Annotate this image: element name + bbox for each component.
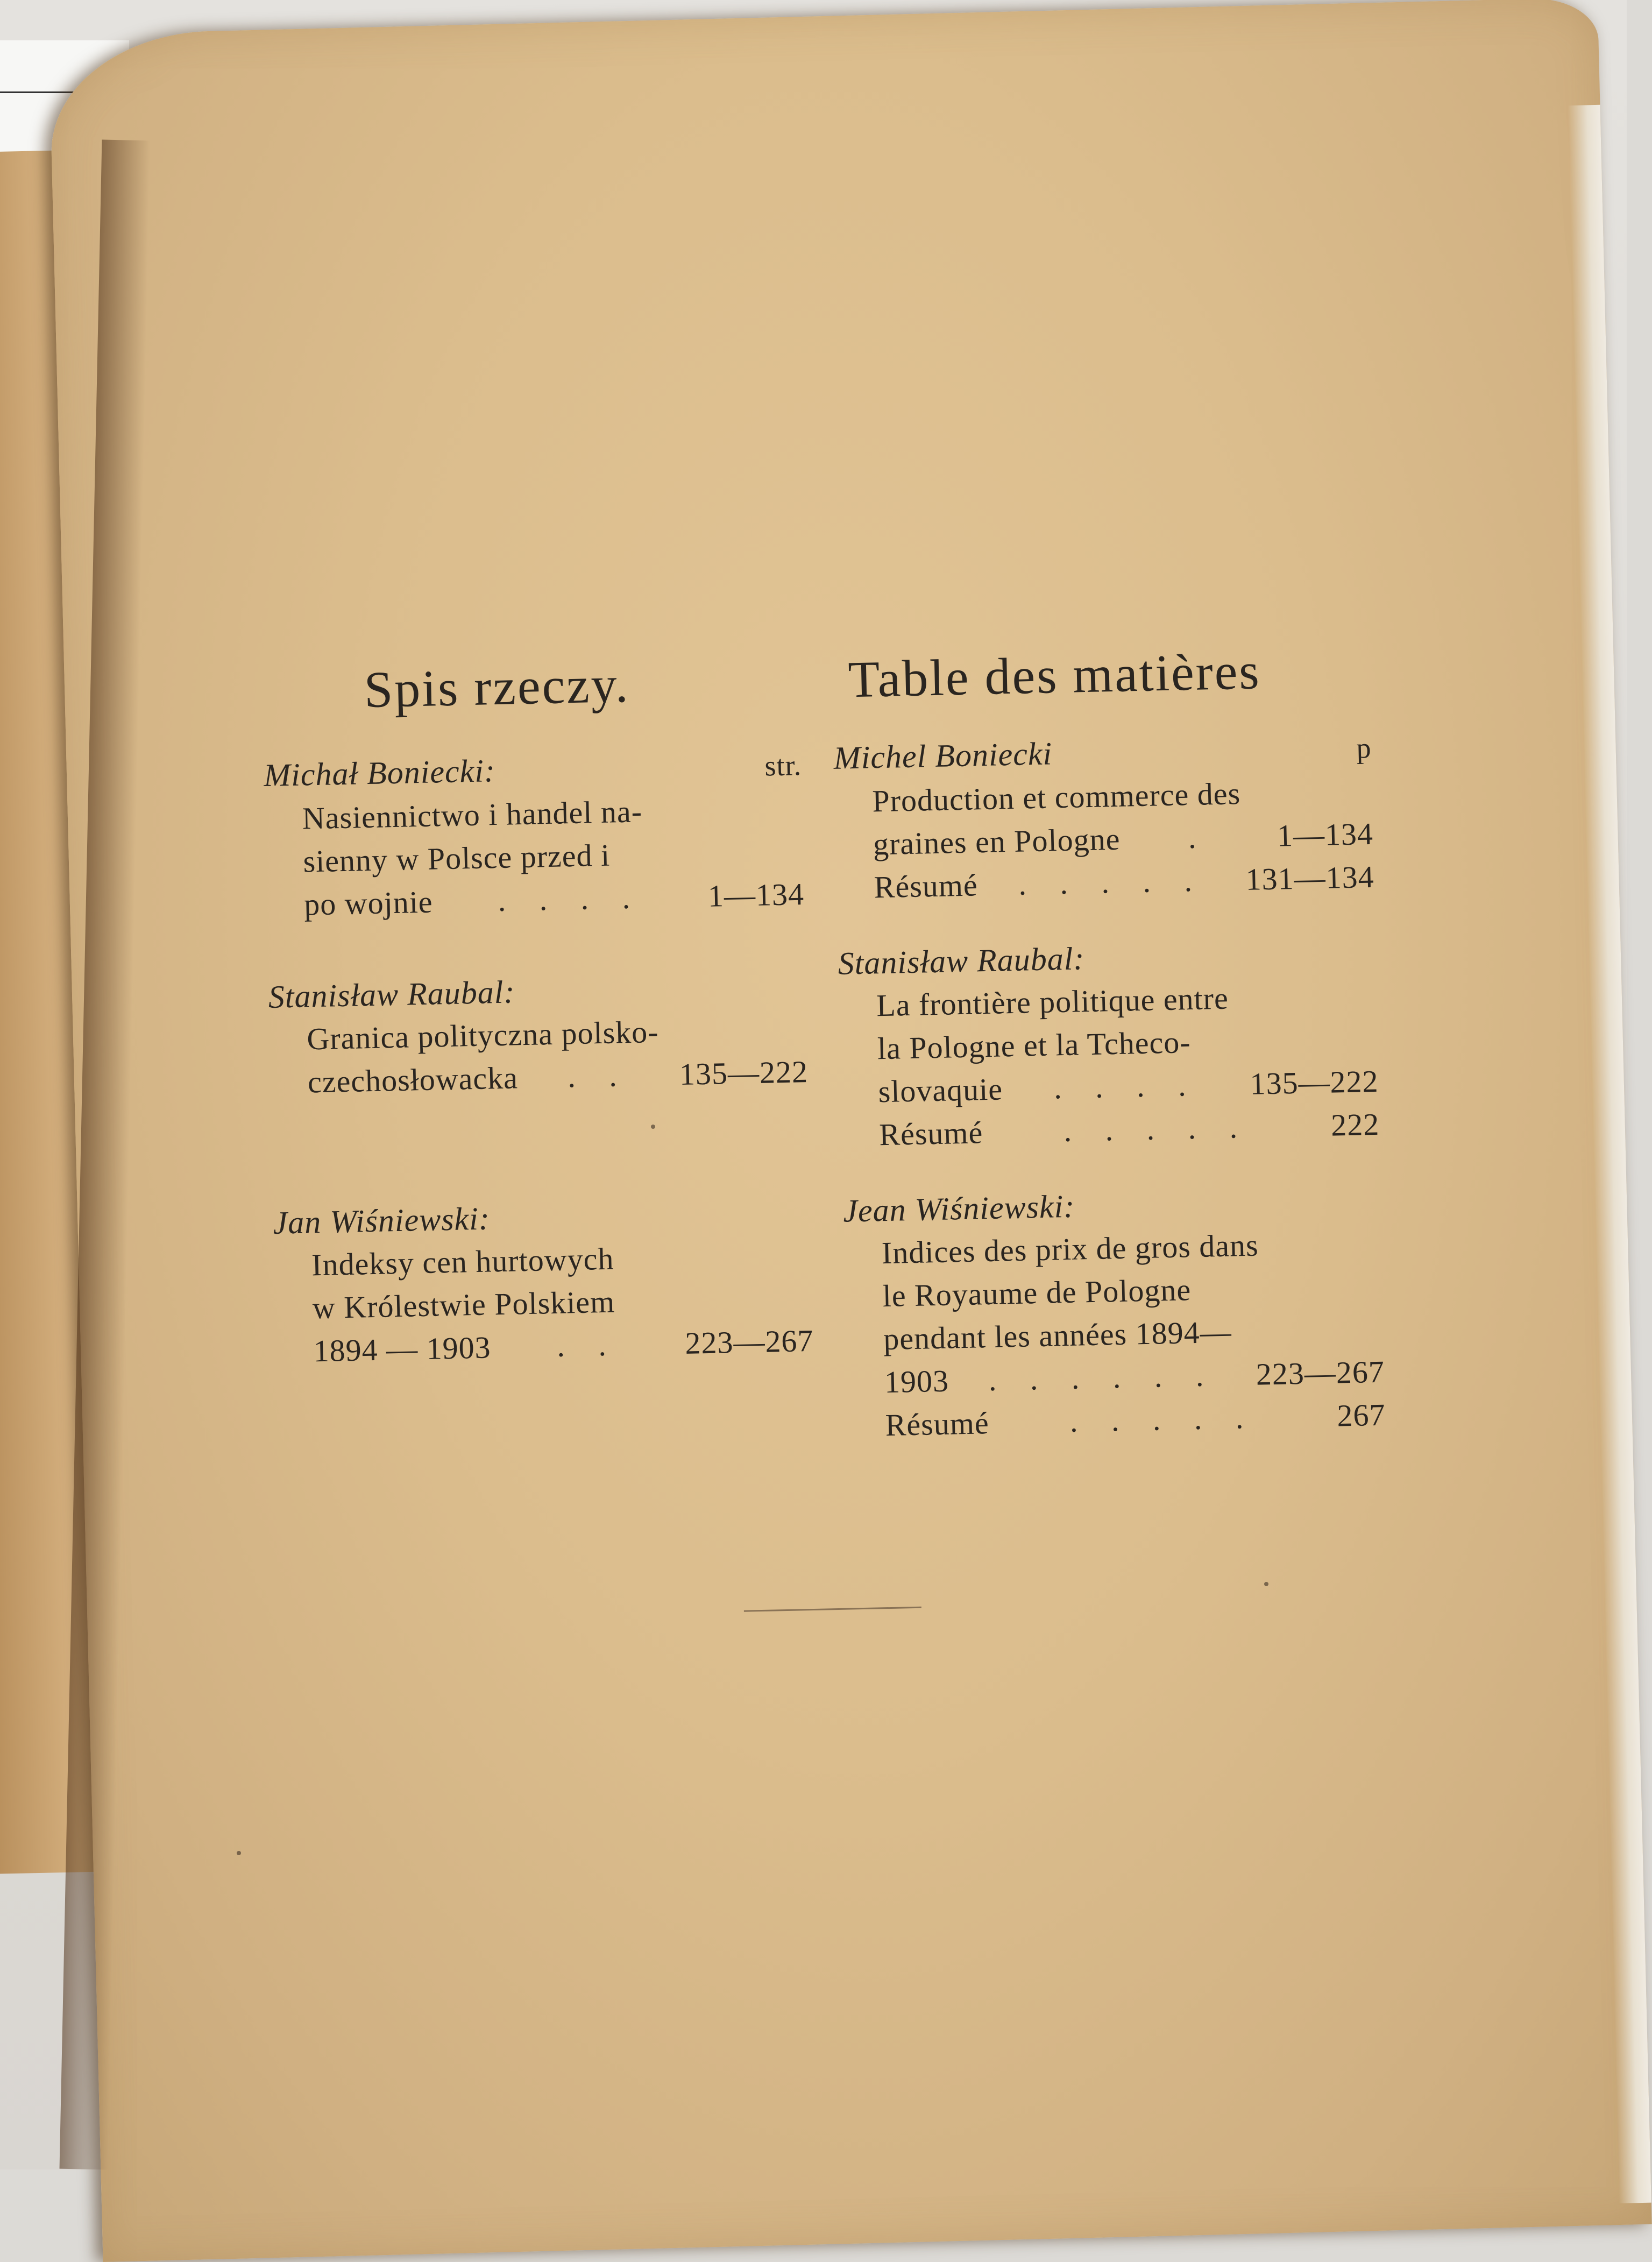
resume-label: Résumé [885,1405,990,1443]
author-name: Michel Boniecki [833,736,1053,776]
page-range: 267 [1336,1397,1386,1433]
leader-dots: . . . . [497,880,643,918]
french-entry-wisniewski [843,1178,1386,1448]
author-name: Michał Boniecki: [263,753,496,794]
french-entry-raubal [838,931,1380,1157]
polish-entry-boniecki [263,743,805,927]
title-line: le Royaume de Pologne [882,1272,1192,1314]
title-line: Indices des prix de gros dans [881,1227,1259,1271]
page-column-label: p [1356,731,1372,765]
title-text: czechosłowacka [307,1060,519,1100]
title-text: 1894 — 1903 [313,1330,492,1369]
page-range: 223—267 [1256,1354,1385,1392]
title-line: Indeksy cen hurtowych [311,1241,614,1283]
leader-dots: . . . . . [1018,863,1206,902]
page-range: 135—222 [1249,1063,1379,1101]
page-range: 135—222 [679,1054,809,1092]
title-line: Granica polityczna polsko- [306,1014,660,1057]
paper-speck [651,1125,655,1129]
paper-speck [237,1851,241,1855]
page-range: 131—134 [1245,859,1375,897]
french-heading: Table des matières [847,642,1261,709]
leader-dots: . . [556,1327,620,1363]
polish-heading: Spis rzeczy. [363,655,630,719]
page-range: 1—134 [1277,816,1374,853]
polish-entry-raubal [268,964,809,1105]
closing-rule [744,1607,921,1612]
title-line: Nasiennictwo i handel na- [302,794,643,836]
title-line: sienny w Polsce przed i [302,837,611,879]
page-range: 1—134 [707,876,805,914]
leader-dots: . . [567,1057,630,1094]
french-entry-boniecki [833,725,1375,910]
title-text: po wojnie [303,884,434,922]
resume-label: Résumé [874,867,979,905]
title-text: slovaquie [878,1071,1003,1109]
leader-dots: . [1188,819,1210,856]
leader-dots: . . . . . . [988,1358,1217,1398]
polish-contents [261,651,815,1422]
author-name: Jan Wiśniewski: [272,1200,491,1241]
title-line: la Pologne et la Tcheco- [877,1024,1192,1066]
leader-dots: . . . . . [1069,1399,1257,1439]
page-range: 222 [1330,1106,1380,1143]
author-name: Stanisław Raubal: [838,941,1086,981]
page-column-label: str. [764,749,802,782]
french-contents [832,639,1387,1480]
page-range: 223—267 [684,1323,814,1361]
title-text: 1903 [884,1363,949,1400]
author-name: Jean Wiśniewski: [842,1188,1075,1229]
title-line: w Królestwie Polskiem [312,1284,615,1326]
title-text: graines en Pologne [873,821,1121,862]
author-name: Stanisław Raubal: [268,974,516,1015]
paper-speck [1264,1582,1268,1586]
leader-dots: . . . . [1053,1067,1200,1106]
title-line: Production et commerce des [871,776,1241,819]
title-line: pendant les années 1894— [883,1314,1232,1357]
leader-dots: . . . . . [1063,1109,1251,1149]
polish-entry-wisniewski [273,1190,814,1374]
resume-label: Résumé [878,1115,983,1153]
title-line: La frontière politique entre [876,980,1229,1023]
